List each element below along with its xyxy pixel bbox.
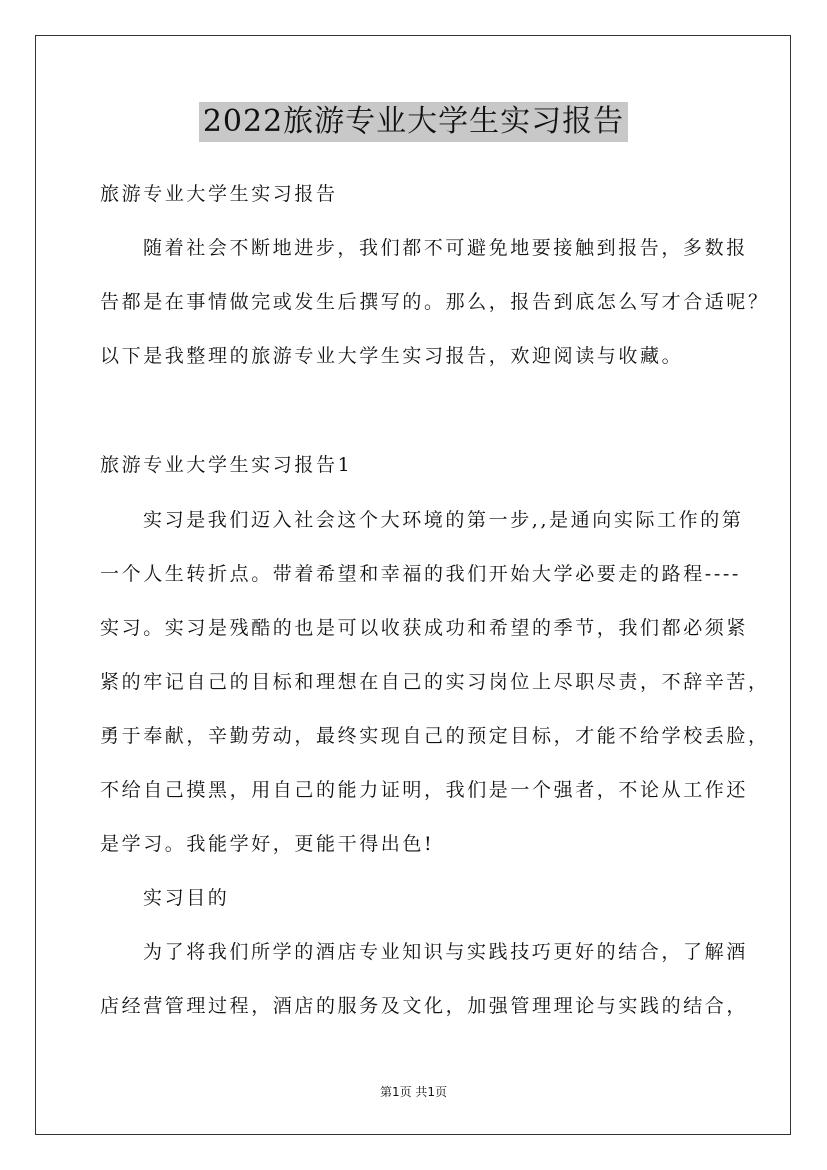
section-line-5: 勇于奉献，辛勤劳动，最终实现自己的预定目标，才能不给学校丢脸， xyxy=(100,725,770,747)
section-line-3: 实习。实习是残酷的也是可以收获成功和希望的季节，我们都必须紧 xyxy=(100,617,749,639)
section-heading: 旅游专业大学生实习报告1 xyxy=(100,454,353,476)
intro-line-2: 告都是在事情做完或发生后撰写的。那么，报告到底怎么写才合适呢？ xyxy=(100,291,770,313)
purpose-line-2: 店经营管理过程，酒店的服务及文化，加强管理理论与实践的结合， xyxy=(100,995,749,1017)
section-line-7: 是学习。我能学好，更能干得出色! xyxy=(100,833,435,855)
intro-line-3: 以下是我整理的旅游专业大学生实习报告，欢迎阅读与收藏。 xyxy=(100,345,684,367)
intro-line-1: 随着社会不断地进步，我们都不可避免地要接触到报告，多数报 xyxy=(143,237,748,259)
section-line-1: 实习是我们迈入社会这个大环境的第一步,,是通向实际工作的第 xyxy=(143,509,744,531)
section-line-4: 紧的牢记自己的目标和理想在自己的实习岗位上尽职尽责，不辞辛苦， xyxy=(100,671,770,693)
document-heading: 旅游专业大学生实习报告 xyxy=(100,183,338,205)
page-footer: 第1页 共1页 xyxy=(379,1085,448,1099)
document-title: 2022旅游专业大学生实习报告 xyxy=(199,102,628,142)
section-line-6: 不给自己摸黑，用自己的能力证明，我们是一个强者，不论从工作还 xyxy=(100,779,749,801)
purpose-heading: 实习目的 xyxy=(143,887,230,909)
purpose-line-1: 为了将我们所学的酒店专业知识与实践技巧更好的结合，了解酒 xyxy=(143,941,748,963)
section-line-2: 一个人生转折点。带着希望和幸福的我们开始大学必要走的路程---- xyxy=(100,563,741,585)
title-container xyxy=(0,102,827,142)
